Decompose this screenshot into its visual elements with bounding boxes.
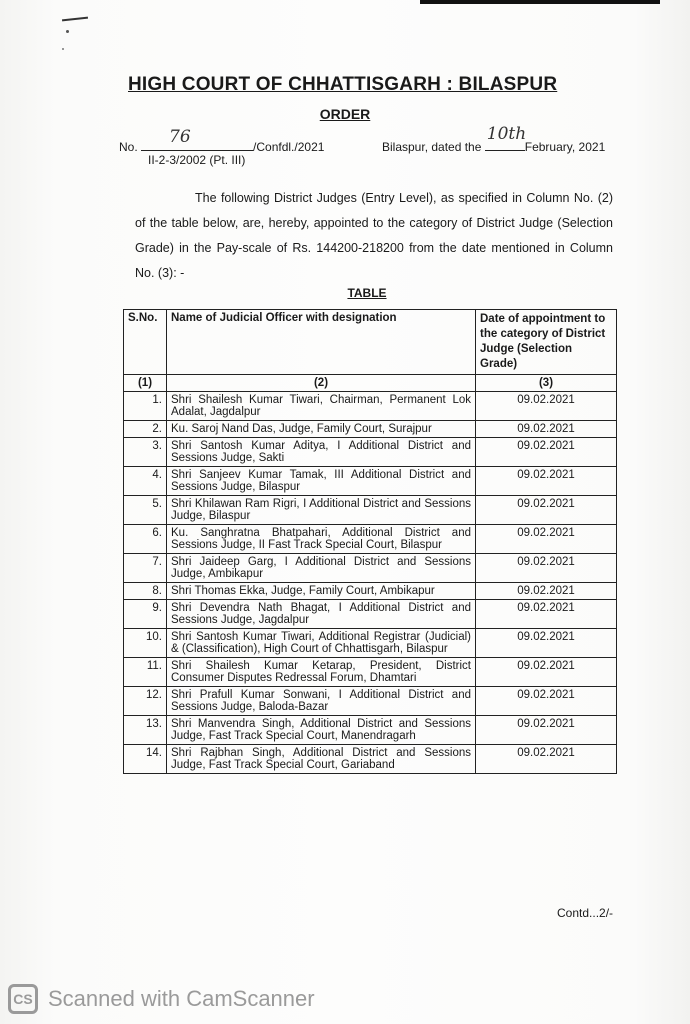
row-appointment-date: 09.02.2021 bbox=[476, 716, 617, 745]
row-sno: 8. bbox=[124, 583, 167, 600]
camscanner-logo-icon: CS bbox=[8, 984, 38, 1014]
column-number: (2) bbox=[167, 375, 476, 392]
order-paragraph bbox=[135, 186, 613, 286]
row-officer-name: Ku. Sanghratna Bhatpahari, Additional District and Sessions Judge, II Fast Track Special Court, Bilaspur bbox=[167, 525, 476, 554]
page-title: HIGH COURT OF CHHATTISGARH : BILASPUR bbox=[128, 74, 558, 95]
table-row bbox=[124, 745, 617, 774]
row-sno: 1. bbox=[124, 392, 167, 421]
pen-dot bbox=[62, 48, 64, 50]
table-row bbox=[124, 438, 617, 467]
row-sno: 14. bbox=[124, 745, 167, 774]
row-sno: 2. bbox=[124, 421, 167, 438]
row-appointment-date: 09.02.2021 bbox=[476, 438, 617, 467]
row-appointment-date: 09.02.2021 bbox=[476, 658, 617, 687]
file-reference: II-2-3/2002 (Pt. III) bbox=[148, 153, 246, 167]
header-name: Name of Judicial Officer with designation bbox=[167, 310, 476, 375]
row-sno: 6. bbox=[124, 525, 167, 554]
row-officer-name: Shri Santosh Kumar Tiwari, Additional Registrar (Judicial) & (Classification), High Court of Chhattisgarh, Bilaspur bbox=[167, 629, 476, 658]
pen-dot bbox=[66, 30, 69, 33]
row-sno: 12. bbox=[124, 687, 167, 716]
order-number-suffix: /Confdl./2021 bbox=[253, 140, 325, 154]
row-appointment-date: 09.02.2021 bbox=[476, 421, 617, 438]
row-appointment-date: 09.02.2021 bbox=[476, 687, 617, 716]
row-officer-name: Shri Manvendra Singh, Additional District and Sessions Judge, Fast Track Special Court, Manendragarh bbox=[167, 716, 476, 745]
row-officer-name: Shri Shailesh Kumar Ketarap, President, District Consumer Disputes Redressal Forum, Dhamtari bbox=[167, 658, 476, 687]
header-date: Date of appointment to the category of District Judge (Selection Grade) bbox=[476, 310, 617, 375]
row-officer-name: Shri Sanjeev Kumar Tamak, III Additional District and Sessions Judge, Bilaspur bbox=[167, 467, 476, 496]
row-sno: 4. bbox=[124, 467, 167, 496]
row-appointment-date: 09.02.2021 bbox=[476, 600, 617, 629]
table-row bbox=[124, 467, 617, 496]
order-paragraph-text: The following District Judges (Entry Level), as specified in Column No. (2) of the table below, are, hereby, appointed to the category of District Judge (Selection Grade) in the Pay-scale of Rs. 144200-218200 from the date mentioned in Column No. (3): - bbox=[135, 191, 613, 280]
camscanner-watermark bbox=[8, 982, 315, 1016]
row-officer-name: Ku. Saroj Nand Das, Judge, Family Court, Surajpur bbox=[167, 421, 476, 438]
date-prefix: Bilaspur, dated the bbox=[382, 140, 482, 154]
row-appointment-date: 09.02.2021 bbox=[476, 392, 617, 421]
table-row bbox=[124, 421, 617, 438]
table-row bbox=[124, 716, 617, 745]
order-number-handwritten: 76 bbox=[169, 127, 191, 147]
date-handwritten: 10th bbox=[486, 124, 527, 144]
column-number: (3) bbox=[476, 375, 617, 392]
column-number: (1) bbox=[124, 375, 167, 392]
row-officer-name: Shri Rajbhan Singh, Additional District and Sessions Judge, Fast Track Special Court, Gariaband bbox=[167, 745, 476, 774]
row-appointment-date: 09.02.2021 bbox=[476, 496, 617, 525]
row-appointment-date: 09.02.2021 bbox=[476, 525, 617, 554]
table-row bbox=[124, 554, 617, 583]
date-line bbox=[382, 124, 606, 154]
row-officer-name: Shri Shailesh Kumar Tiwari, Chairman, Permanent Lok Adalat, Jagdalpur bbox=[167, 392, 476, 421]
row-sno: 5. bbox=[124, 496, 167, 525]
row-appointment-date: 09.02.2021 bbox=[476, 554, 617, 583]
row-sno: 9. bbox=[124, 600, 167, 629]
row-officer-name: Shri Jaideep Garg, I Additional District and Sessions Judge, Ambikapur bbox=[167, 554, 476, 583]
order-heading: ORDER bbox=[319, 106, 371, 122]
row-sno: 13. bbox=[124, 716, 167, 745]
camscanner-text: Scanned with CamScanner bbox=[48, 986, 315, 1011]
table-row bbox=[124, 583, 617, 600]
row-appointment-date: 09.02.2021 bbox=[476, 467, 617, 496]
table-header-row bbox=[124, 310, 617, 375]
table-row bbox=[124, 658, 617, 687]
row-officer-name: Shri Santosh Kumar Aditya, I Additional District and Sessions Judge, Sakti bbox=[167, 438, 476, 467]
date-suffix: February, 2021 bbox=[524, 140, 606, 154]
date-blank bbox=[485, 124, 527, 151]
column-number-row bbox=[124, 375, 617, 392]
table-row bbox=[124, 392, 617, 421]
row-sno: 7. bbox=[124, 554, 167, 583]
table-row bbox=[124, 629, 617, 658]
row-officer-name: Shri Khilawan Ram Rigri, I Additional District and Sessions Judge, Bilaspur bbox=[167, 496, 476, 525]
order-number-prefix: No. bbox=[119, 140, 138, 154]
table-caption: TABLE bbox=[347, 286, 387, 300]
row-appointment-date: 09.02.2021 bbox=[476, 745, 617, 774]
table-row bbox=[124, 525, 617, 554]
row-officer-name: Shri Thomas Ekka, Judge, Family Court, Ambikapur bbox=[167, 583, 476, 600]
row-officer-name: Shri Devendra Nath Bhagat, I Additional District and Sessions Judge, Jagdalpur bbox=[167, 600, 476, 629]
table-row bbox=[124, 496, 617, 525]
row-officer-name: Shri Prafull Kumar Sonwani, I Additional District and Sessions Judge, Baloda-Bazar bbox=[167, 687, 476, 716]
table-row bbox=[124, 600, 617, 629]
row-appointment-date: 09.02.2021 bbox=[476, 629, 617, 658]
appointments-table bbox=[123, 309, 617, 774]
order-number-line bbox=[119, 127, 325, 154]
order-number-blank bbox=[141, 127, 253, 151]
scan-edge-mark bbox=[420, 0, 660, 4]
row-sno: 11. bbox=[124, 658, 167, 687]
table-row bbox=[124, 687, 617, 716]
continued-note: Contd...2/- bbox=[557, 906, 614, 920]
pen-mark bbox=[62, 17, 88, 22]
row-appointment-date: 09.02.2021 bbox=[476, 583, 617, 600]
row-sno: 10. bbox=[124, 629, 167, 658]
header-sno: S.No. bbox=[124, 310, 167, 375]
row-sno: 3. bbox=[124, 438, 167, 467]
